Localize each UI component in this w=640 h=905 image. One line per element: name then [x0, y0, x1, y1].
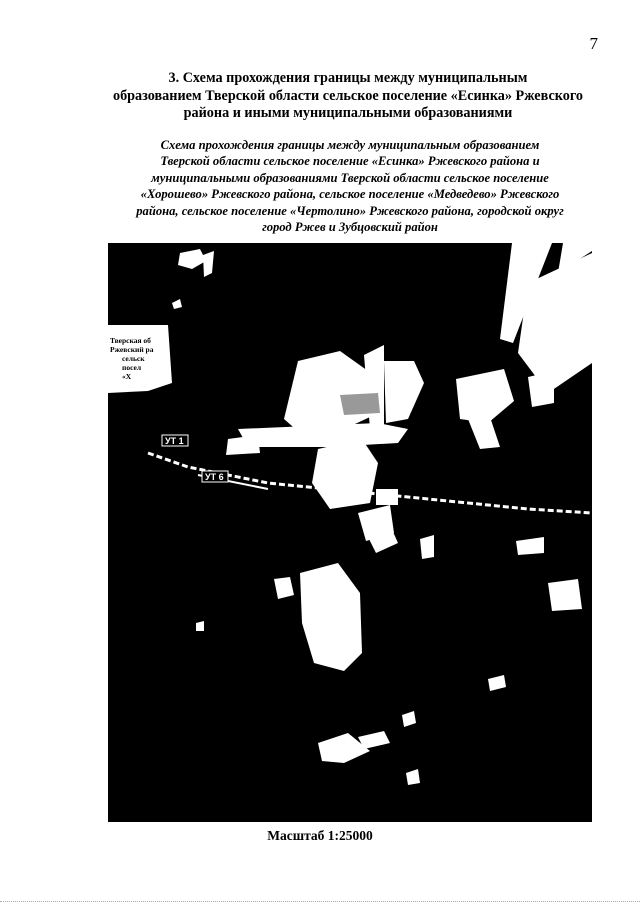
- heading-line: района и иными муниципальными образованиями: [183, 105, 513, 121]
- heading-line: 3. Схема прохождения границы между муниципальным: [168, 70, 528, 86]
- map-scale: Масштаб 1:25000: [267, 828, 373, 843]
- land-patch: [420, 535, 434, 559]
- heading-line: образованием Тверской области сельское поселение «Есинка» Ржевского: [112, 87, 583, 104]
- page-bottom-rule: [0, 901, 640, 903]
- label-ut6-text: УТ 6: [205, 472, 224, 482]
- legend-line: сельск: [122, 354, 145, 363]
- label-ut1: [162, 435, 188, 446]
- caption-line: Тверской области сельское поселение «Есинка» Ржевского района и: [160, 154, 540, 169]
- land-patch: [548, 579, 582, 611]
- land-patch: [528, 371, 554, 407]
- legend-line: Ржевский ра: [110, 345, 154, 354]
- section-heading: [88, 70, 608, 123]
- map-caption: [100, 137, 600, 235]
- page-number: 7: [589, 34, 598, 53]
- label-ut6: [202, 471, 228, 482]
- caption-line: муниципальными образованиями Тверской области сельское поселение: [151, 170, 549, 185]
- caption-line: района, сельское поселение «Чертолино» Ржевского района, городской округ: [136, 203, 564, 218]
- legend-line: «Х: [122, 372, 132, 381]
- caption-line: город Ржев и Зубцовский район: [262, 220, 438, 235]
- field-area: [376, 489, 398, 505]
- caption-line: Схема прохождения границы между муниципальным образованием: [160, 138, 540, 152]
- legend-line: Тверская об: [110, 336, 151, 345]
- boundary-map: [108, 243, 592, 822]
- legend-line: посел: [122, 363, 142, 372]
- label-ut1-text: УТ 1: [165, 436, 184, 446]
- map-canvas: [108, 243, 592, 822]
- caption-line: «Хорошево» Ржевского района, сельское поселение «Медведево» Ржевского: [140, 187, 560, 202]
- legend-box: [108, 325, 172, 393]
